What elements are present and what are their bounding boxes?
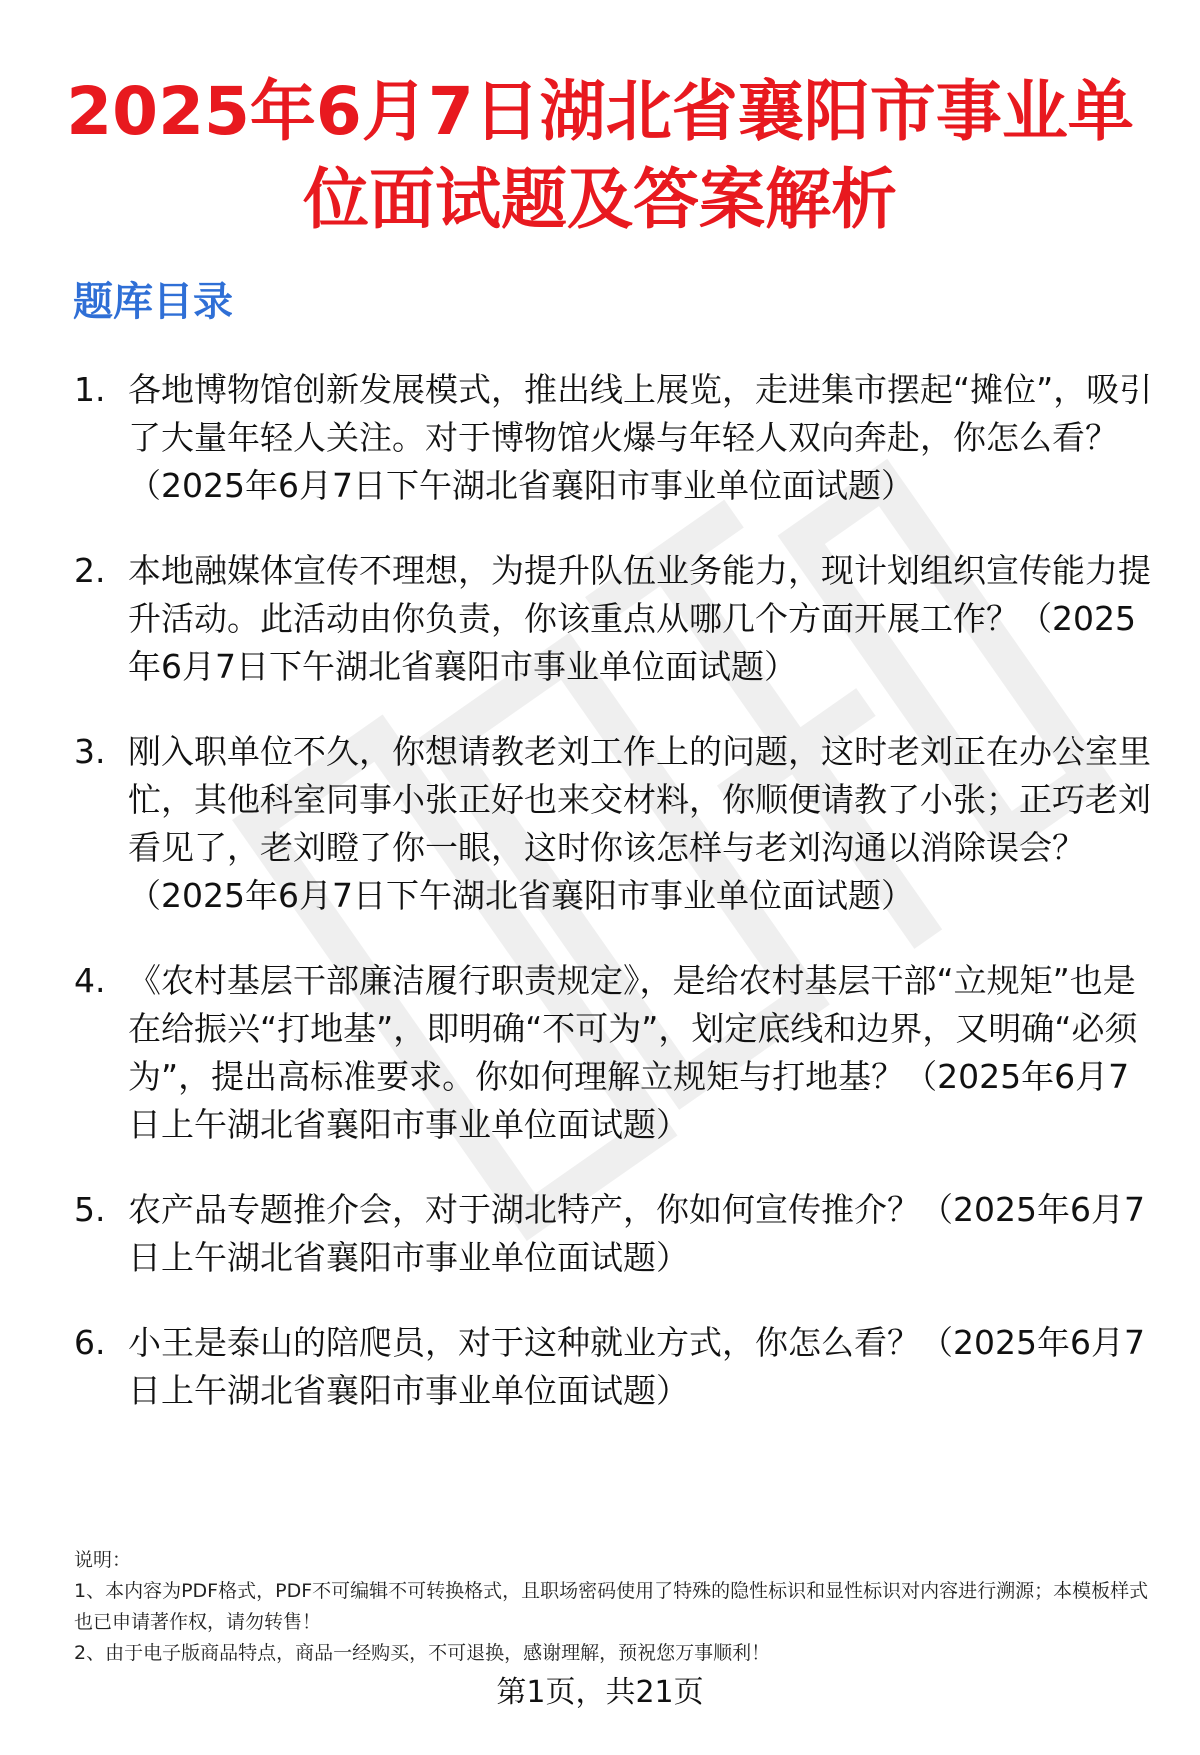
question-text: 各地博物馆创新发展模式，推出线上展览，走进集市摆起“摊位”，吸引了大量年轻人关注。对于博物馆火爆与年轻人双向奔赴，你怎么看？（2025年6月7日下午湖北省襄阳市事业单位面试题）	[128, 370, 1153, 505]
question-text: 刚入职单位不久，你想请教老刘工作上的问题，这时老刘正在办公室里忙，其他科室同事小张正好也来交材料，你顺便请教了小张；正巧老刘看见了，老刘瞪了你一眼，这时你该怎样与老刘沟通以消除误会？（2025年6月7日下午湖北省襄阳市事业单位面试题）	[128, 732, 1151, 915]
question-text: 小王是泰山的陪爬员，对于这种就业方式，你怎么看？（2025年6月7日上午湖北省襄阳市事业单位面试题）	[128, 1323, 1145, 1410]
question-list	[74, 366, 1160, 1452]
question-number: 3.	[74, 732, 106, 771]
question-text: 农产品专题推介会，对于湖北特产，你如何宣传推介？（2025年6月7日上午湖北省襄阳市事业单位面试题）	[128, 1190, 1145, 1277]
question-item	[74, 728, 1160, 920]
note-item: 1、本内容为PDF格式，PDF不可编辑不可转换格式，且职场密码使用了特殊的隐性标识和显性标识对内容进行溯源；本模板样式也已申请著作权，请勿转售！	[74, 1580, 1149, 1633]
question-item	[74, 957, 1160, 1149]
page-number: 第1页，共21页	[496, 1675, 704, 1710]
question-item	[74, 366, 1160, 510]
notes-heading: 说明：	[74, 1549, 132, 1571]
question-item	[74, 547, 1160, 691]
toc-heading: 题库目录	[73, 279, 233, 325]
question-number: 4.	[74, 961, 106, 1000]
question-number: 2.	[74, 551, 106, 590]
question-number: 5.	[74, 1190, 106, 1229]
question-number: 6.	[74, 1323, 106, 1362]
question-text: 《农村基层干部廉洁履行职责规定》，是给农村基层干部“立规矩”也是在给振兴“打地基”，即明确“不可为”，划定底线和边界，又明确“必须为”，提出高标准要求。你如何理解立规矩与打地基？（2025年6月7日上午湖北省襄阳市事业单位面试题）	[128, 961, 1138, 1144]
question-item	[74, 1319, 1160, 1415]
notes-section	[74, 1545, 1164, 1669]
note-item: 2、由于电子版商品特点，商品一经购买，不可退换，感谢理解，预祝您万事顺利！	[74, 1642, 771, 1664]
question-number: 1.	[74, 370, 106, 409]
document-title: 2025年6月7日湖北省襄阳市事业单位面试题及答案解析	[66, 73, 1134, 238]
question-item	[74, 1186, 1160, 1282]
question-text: 本地融媒体宣传不理想，为提升队伍业务能力，现计划组织宣传能力提升活动。此活动由你负责，你该重点从哪几个方面开展工作？（2025年6月7日下午湖北省襄阳市事业单位面试题）	[128, 551, 1151, 686]
